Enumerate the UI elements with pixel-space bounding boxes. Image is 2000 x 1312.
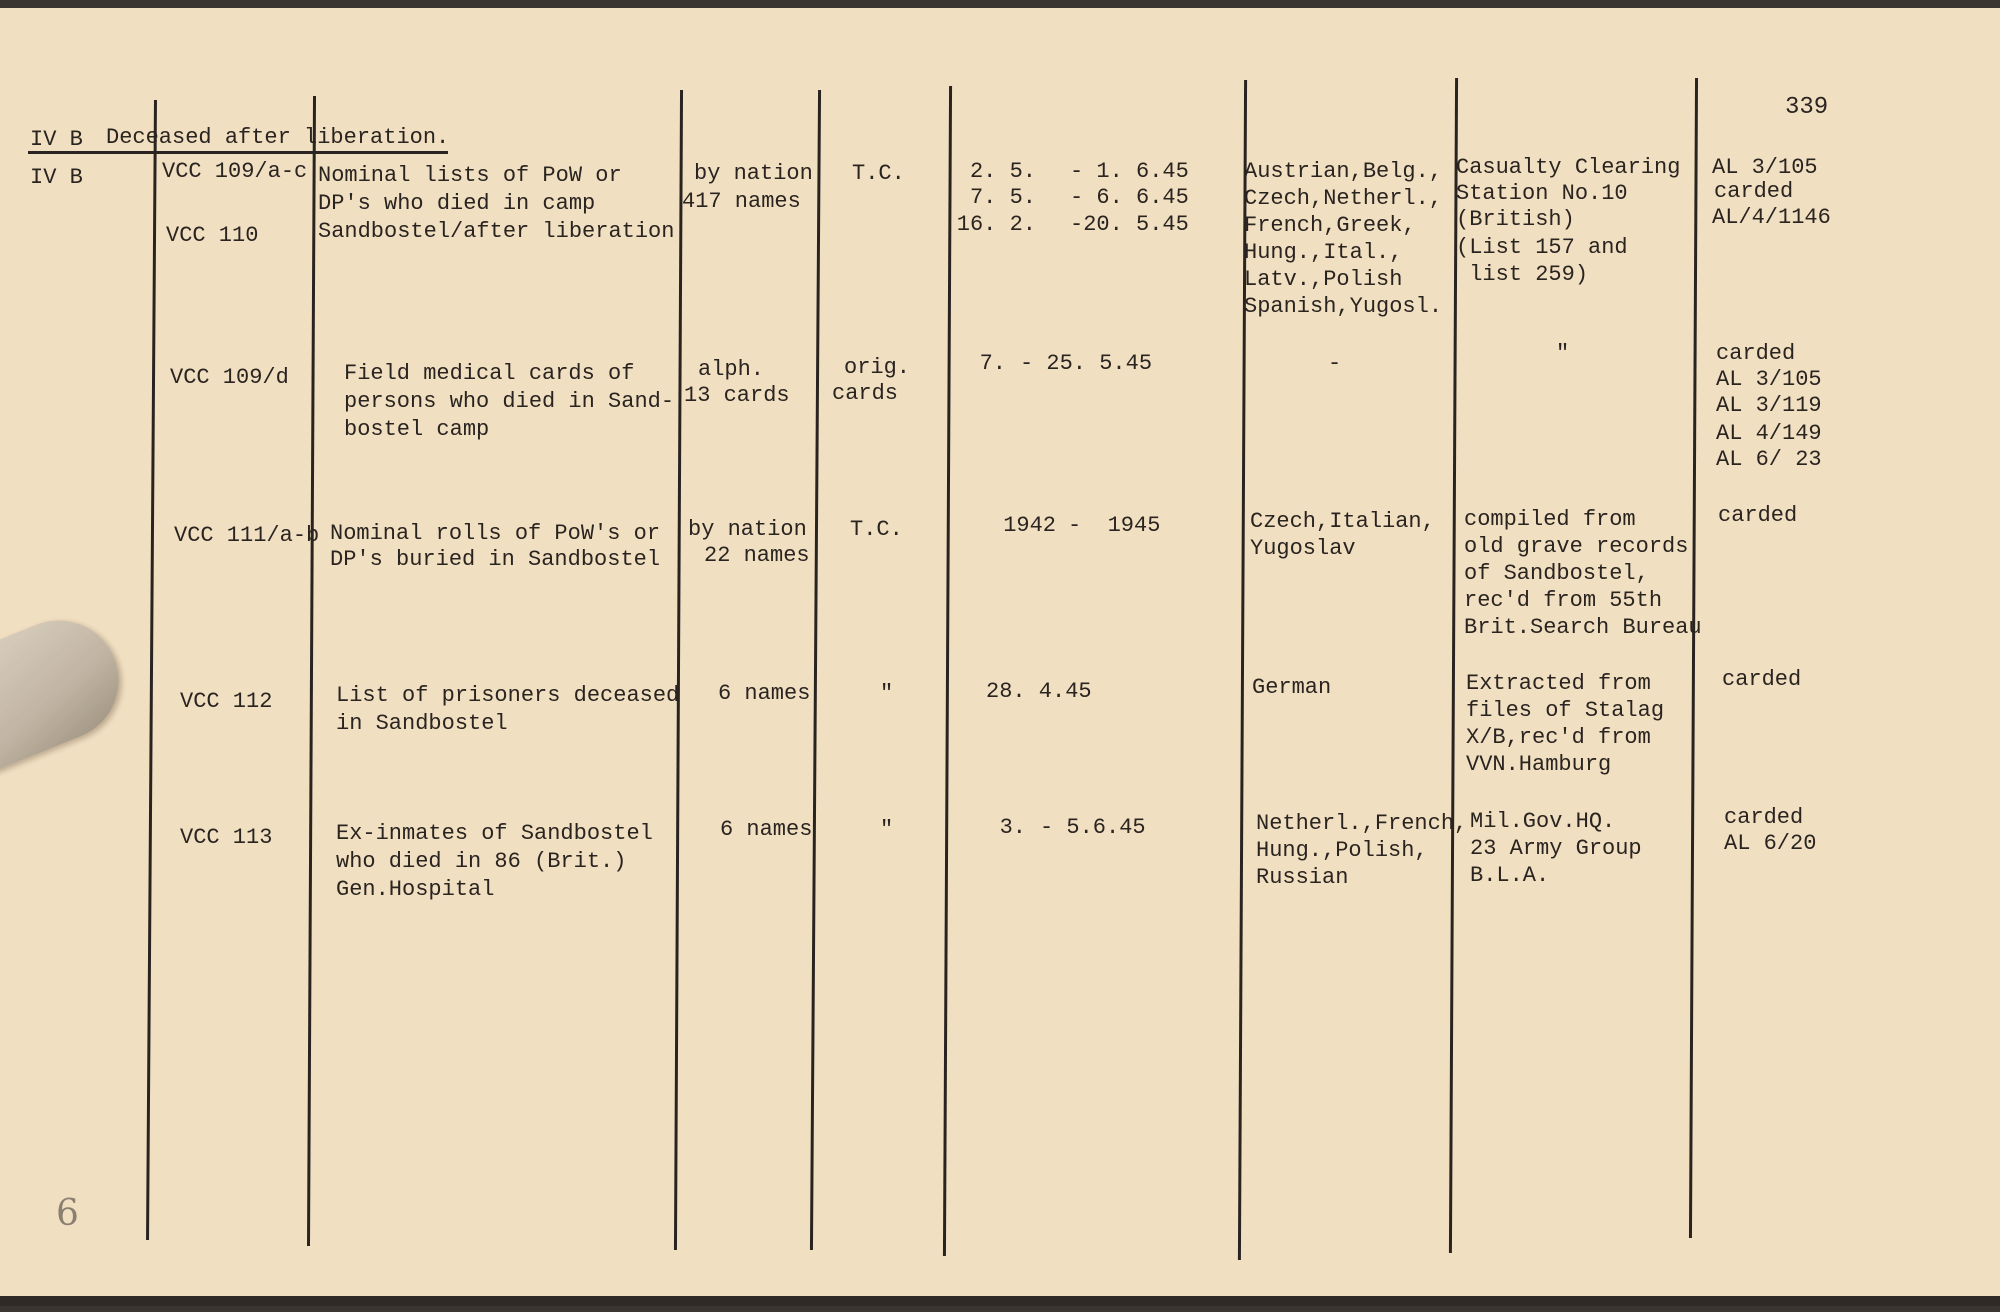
row-nationalities: - — [1328, 351, 1342, 376]
row-remarks: AL/4/1146 — [1712, 205, 1831, 230]
row-remarks: carded — [1722, 667, 1802, 692]
column-rule — [810, 90, 821, 1250]
row-source: of Sandbostel, — [1464, 561, 1649, 586]
row-ref: VCC 109/d — [170, 365, 289, 390]
row-description: Nominal rolls of PoW's or — [330, 521, 661, 546]
row-date-from: 1942 — [1003, 513, 1056, 538]
row-date-to: - 1. 6.45 — [1070, 159, 1189, 184]
row-description: Ex-inmates of Sandbostel — [336, 821, 653, 846]
row-description: who died in 86 (Brit.) — [336, 849, 627, 874]
row-remarks: carded — [1716, 341, 1796, 366]
row-date-from: 16. 2. — [956, 212, 1036, 237]
row-date-from: 7. — [979, 351, 1006, 376]
row-type: cards — [832, 381, 899, 406]
row-source: Brit.Search Bureau — [1464, 615, 1702, 640]
row-nationalities: Latv.,Polish — [1244, 267, 1403, 292]
column-rule — [146, 100, 157, 1240]
row-date-from: 7. 5. — [969, 185, 1036, 210]
column-rule — [943, 86, 952, 1256]
row-description: DP's who died in camp — [318, 191, 596, 216]
row-arrangement: by nation — [694, 161, 813, 186]
row-ref: VCC 113 — [180, 825, 273, 850]
row-source: " — [1556, 341, 1570, 366]
row-arrangement: 417 names — [682, 189, 801, 214]
row-arrangement: 22 names — [704, 543, 810, 568]
row-arrangement: 13 cards — [684, 383, 790, 408]
row-arrangement: 6 names — [720, 817, 813, 842]
document-page — [0, 8, 2000, 1306]
column-rule — [674, 90, 683, 1250]
row-source: compiled from — [1464, 507, 1636, 532]
row-ref: VCC 110 — [166, 223, 259, 248]
row-nationalities: Yugoslav — [1250, 536, 1356, 561]
row-nationalities: Spanish,Yugosl. — [1244, 294, 1443, 319]
binder-clip — [0, 602, 137, 773]
row-date-from: 2. 5. — [969, 159, 1036, 184]
row-ref: VCC 112 — [180, 689, 273, 714]
row-description: List of prisoners deceased — [336, 683, 680, 708]
row-type: " — [880, 681, 894, 706]
row-nationalities: Netherl.,French, — [1256, 811, 1468, 836]
row-date-to: - 5.6.45 — [1040, 815, 1146, 840]
row-source: 23 Army Group — [1470, 836, 1642, 861]
row-description: Nominal lists of PoW or — [318, 163, 622, 188]
row-nationalities: Austrian,Belg., — [1244, 159, 1443, 184]
row-source: (List 157 and — [1456, 235, 1628, 260]
row-source: rec'd from 55th — [1464, 588, 1663, 613]
row-type: " — [880, 817, 894, 842]
row-type: T.C. — [850, 517, 903, 542]
row-remarks: AL 3/119 — [1716, 393, 1822, 418]
row-nationalities: German — [1252, 675, 1332, 700]
scan-top-edge — [0, 0, 2000, 8]
row-description: bostel camp — [344, 417, 490, 442]
scan-bottom-edge — [0, 1296, 2000, 1306]
row-description: DP's buried in Sandbostel — [330, 547, 661, 572]
row-date-to: - 6. 6.45 — [1070, 185, 1189, 210]
row-source: Station No.10 — [1456, 181, 1628, 206]
row-arrangement: by nation — [688, 517, 807, 542]
row-description: Field medical cards of — [344, 361, 635, 386]
row-ref: VCC 111/a-b — [174, 523, 320, 548]
section-underline — [28, 151, 448, 154]
row-remarks: AL 3/105 — [1712, 155, 1818, 180]
row-remarks: AL 6/ 23 — [1716, 447, 1822, 472]
row-nationalities: Russian — [1256, 865, 1349, 890]
row-description: in Sandbostel — [336, 711, 508, 736]
row-source: B.L.A. — [1470, 863, 1550, 888]
row-remarks: carded — [1718, 503, 1798, 528]
column-rule — [307, 96, 316, 1246]
row-source: Extracted from — [1466, 671, 1651, 696]
row-source: VVN.Hamburg — [1466, 752, 1612, 777]
row-date-from: 28. 4.45 — [986, 679, 1092, 704]
section-title: Deceased after liberation. — [106, 125, 450, 150]
row-description: persons who died in Sand- — [344, 389, 675, 414]
row-arrangement: 6 names — [718, 681, 811, 706]
row-source: X/B,rec'd from — [1466, 725, 1651, 750]
section-code: IV B — [30, 127, 83, 152]
row-date-to: - 1945 — [1068, 513, 1161, 538]
row-nationalities: Hung.,Polish, — [1256, 838, 1428, 863]
row-source: old grave records — [1464, 534, 1689, 559]
row-date-to: - 25. 5.45 — [1020, 351, 1153, 376]
row-group-code: IV B — [30, 165, 83, 190]
page-number: 339 — [1785, 94, 1829, 121]
row-source: files of Stalag — [1466, 698, 1665, 723]
row-nationalities: French,Greek, — [1244, 213, 1416, 238]
row-description: Gen.Hospital — [336, 877, 495, 902]
row-remarks: AL 4/149 — [1716, 421, 1822, 446]
row-source: (British) — [1456, 207, 1575, 232]
row-ref: VCC 109/a-c — [162, 159, 308, 184]
row-date-from: 3. — [999, 815, 1026, 840]
column-rule — [1689, 78, 1698, 1238]
row-remarks: AL 3/105 — [1716, 367, 1822, 392]
margin-mark: 6 — [56, 1193, 79, 1234]
row-type: orig. — [844, 355, 911, 380]
row-nationalities: Hung.,Ital., — [1244, 240, 1403, 265]
row-nationalities: Czech,Italian, — [1250, 509, 1435, 534]
row-remarks: AL 6/20 — [1724, 831, 1817, 856]
row-remarks: carded — [1714, 179, 1794, 204]
row-source: Mil.Gov.HQ. — [1470, 809, 1616, 834]
row-type: T.C. — [852, 161, 905, 186]
row-description: Sandbostel/after liberation — [318, 219, 675, 244]
row-arrangement: alph. — [698, 357, 765, 382]
row-nationalities: Czech,Netherl., — [1244, 186, 1443, 211]
row-remarks: carded — [1724, 805, 1804, 830]
row-source: list 259) — [1456, 262, 1589, 287]
row-source: Casualty Clearing — [1456, 155, 1681, 180]
row-date-to: -20. 5.45 — [1070, 212, 1189, 237]
